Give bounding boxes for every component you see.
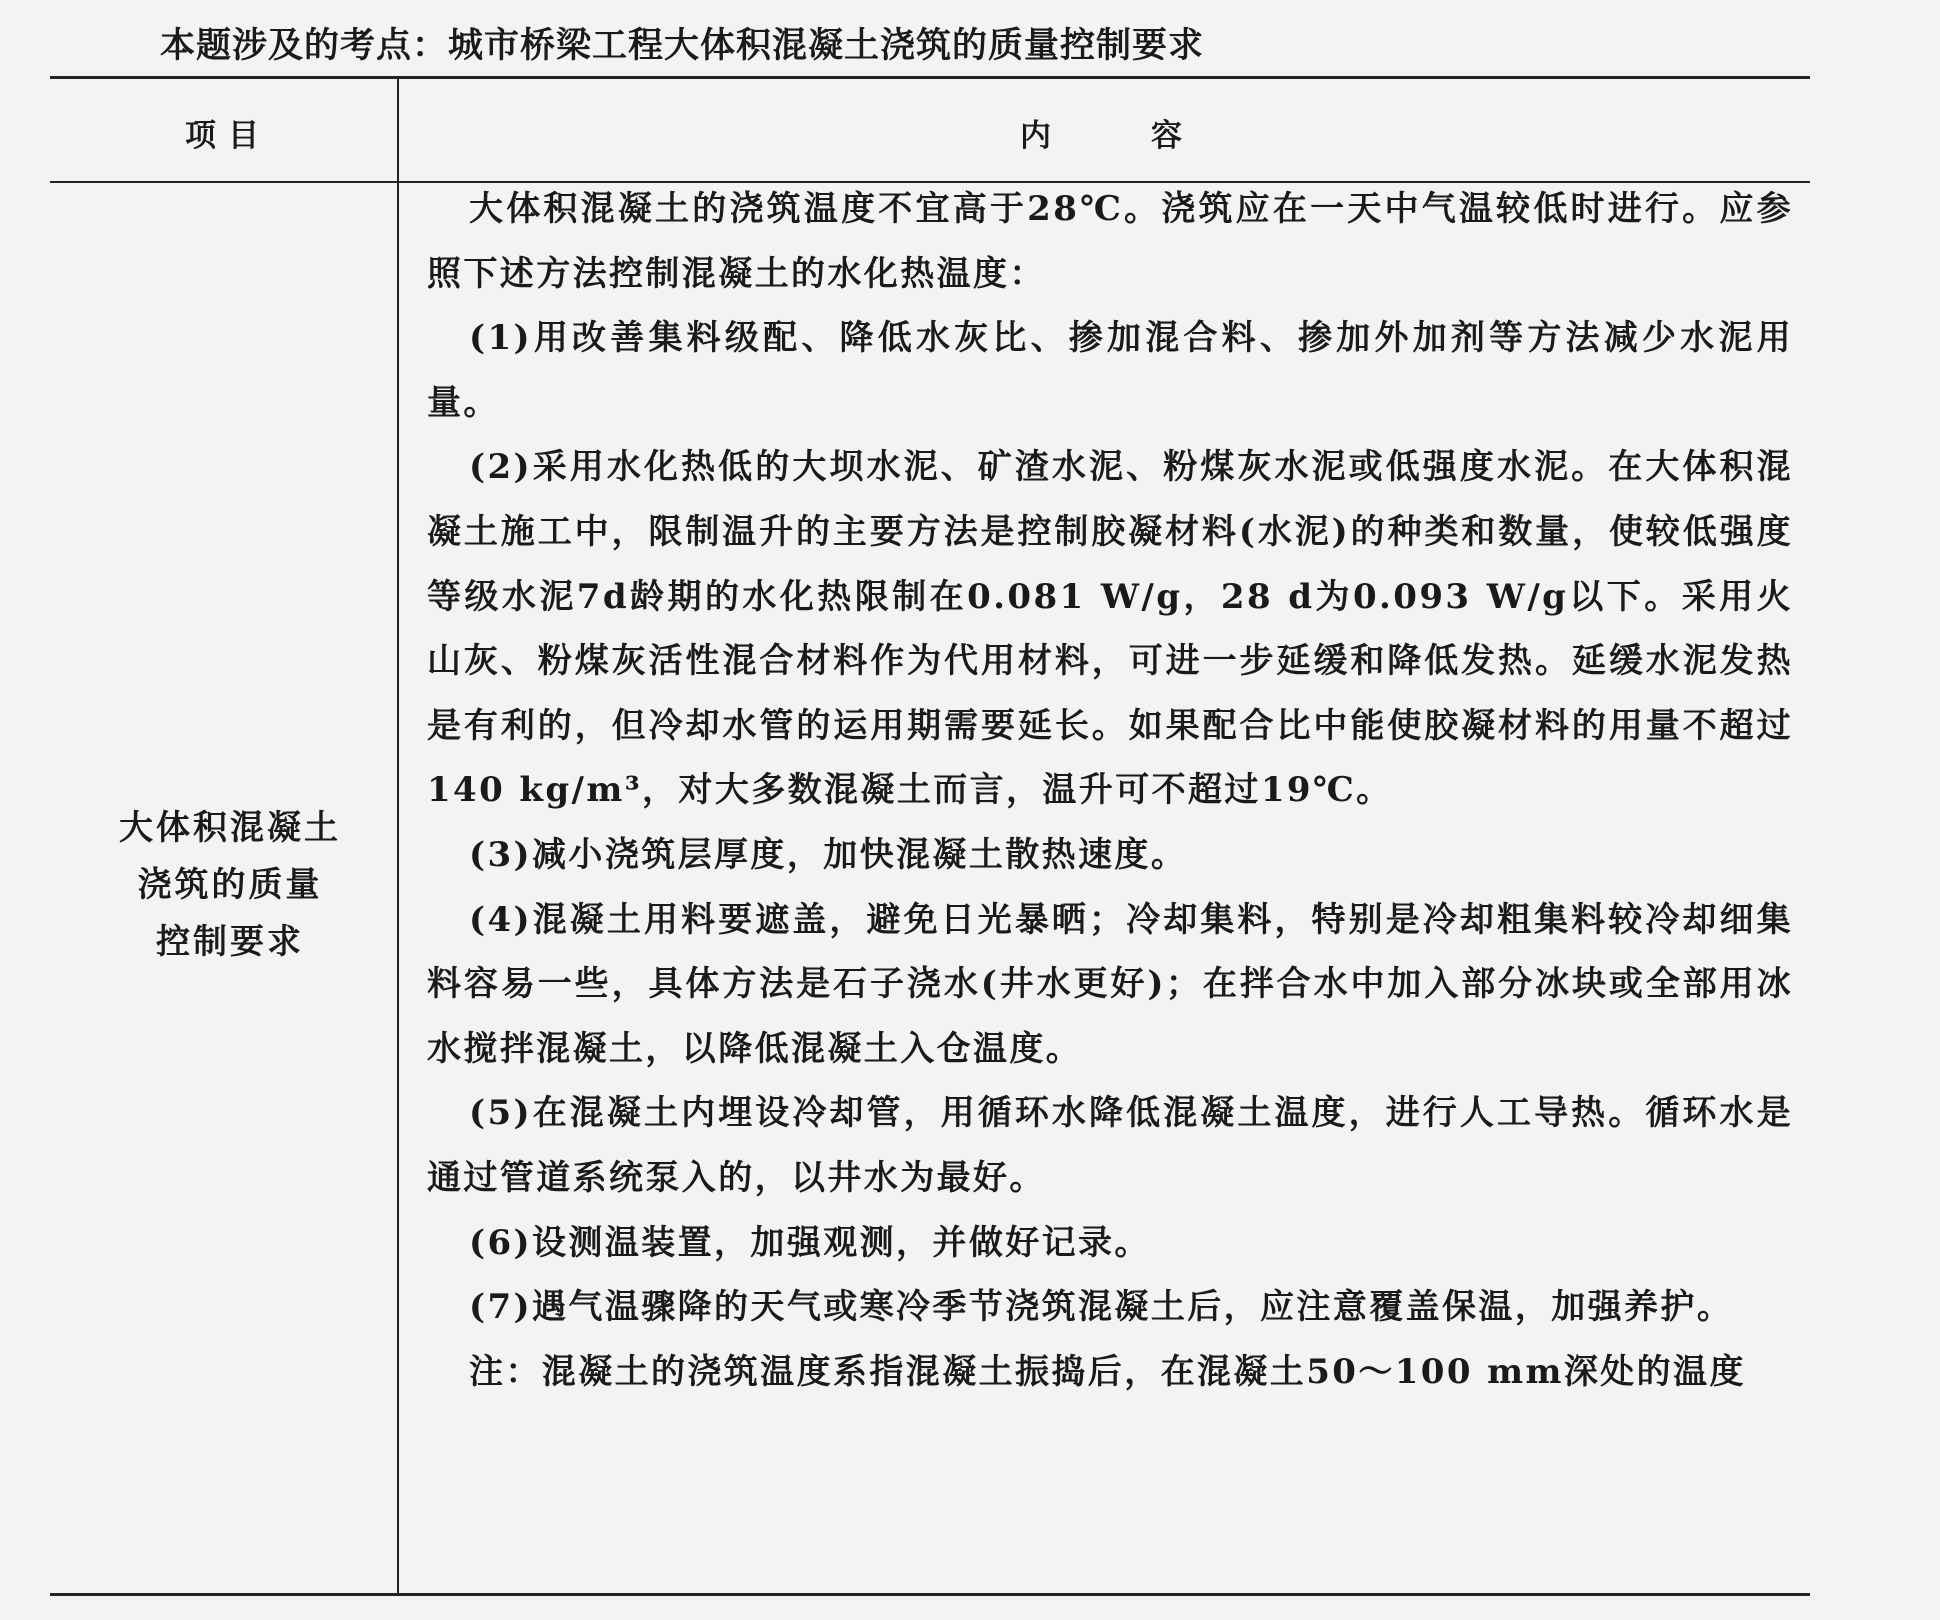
table-bottom-rule: [50, 1593, 1810, 1596]
content-paragraph-1: (1)用改善集料级配、降低水灰比、掺加混合料、掺加外加剂等方法减少水泥用量。: [427, 318, 1793, 423]
content-paragraph-5: (5)在混凝土内埋设冷却管，用循环水降低混凝土温度，进行人工导热。循环水是通过管道系统泵入的，以井水为最好。: [427, 1093, 1793, 1198]
column-header-content: 内容: [1020, 118, 1282, 154]
row-item-line: 控制要求: [156, 922, 304, 962]
row-content-cell: [427, 177, 1793, 1404]
table-top-rule: [50, 76, 1810, 79]
content-paragraph-6: (6)设测温装置，加强观测，并做好记录。: [469, 1222, 1151, 1263]
content-paragraph-intro: 大体积混凝土的浇筑温度不宜高于28℃。浇筑应在一天中气温较低时进行。应参照下述方法控制混凝土的水化热温度：: [427, 189, 1793, 294]
row-item-line: 大体积混凝土: [119, 808, 341, 848]
content-paragraph-4: (4)混凝土用料要遮盖，避免日光暴晒；冷却集料，特别是冷却粗集料较冷却细集料容易一些，具体方法是石子浇水(井水更好)；在拌合水中加入部分冰块或全部用冰水搅拌混凝土，以降低混凝土入仓温度。: [427, 899, 1793, 1069]
column-header-item: 项目: [185, 118, 271, 154]
column-divider: [397, 78, 399, 1594]
content-paragraph-7: (7)遇气温骤降的天气或寒冷季节浇筑混凝土后，应注意覆盖保温，加强养护。: [469, 1287, 1734, 1328]
row-item-line: 浇筑的质量: [137, 865, 323, 905]
row-item-cell: [80, 800, 380, 971]
content-paragraph-2: (2)采用水化热低的大坝水泥、矿渣水泥、粉煤灰水泥或低强度水泥。在大体积混凝土施工中，限制温升的主要方法是控制胶凝材料(水泥)的种类和数量，使较低强度等级水泥7d龄期的水化热限制在0.081 W/g，28 d为0.093 W/g以下。采用火山灰、粉煤灰活性混合材料作为代用材料，可进一步延缓和降低发热。延缓水泥发热是有利的，但冷却水管的运用期需要延长。如果配合比中能使胶凝材料的用量不超过140 kg/m³，对大多数混凝土而言，温升可不超过19℃。: [427, 447, 1793, 811]
page-heading: 本题涉及的考点：城市桥梁工程大体积混凝土浇筑的质量控制要求: [160, 25, 1205, 66]
content-paragraph-3: (3)减小浇筑层厚度，加快混凝土散热速度。: [469, 834, 1188, 875]
content-note: 注：混凝土的浇筑温度系指混凝土振捣后，在混凝土50～100 mm深处的温度: [469, 1351, 1746, 1392]
